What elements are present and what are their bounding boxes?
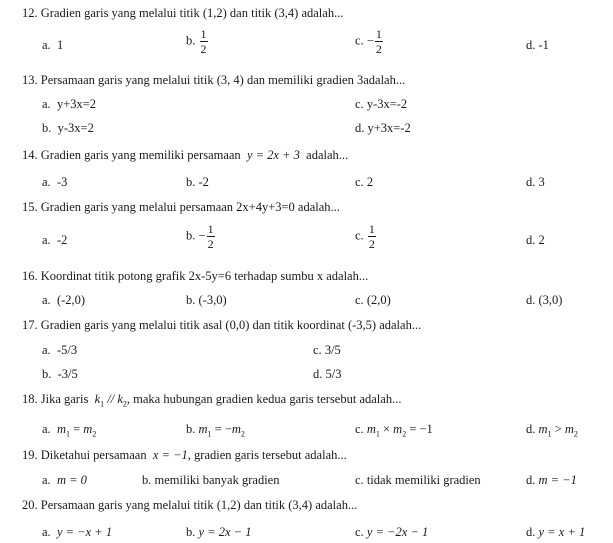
question-15: 15. Gradien garis yang melalui persamaan 2x+4y+3=0 adalah... [22,200,340,214]
option-16-b: b. (-3,0) [186,293,227,307]
option-15-c: c. $\frac{1}{2}$ [355,222,375,251]
option-13-b: b. y-3x=2 [42,121,94,135]
fraction: $\frac{1}{2}$ [368,222,375,251]
option-14-d: d. 3 [526,175,545,189]
fraction: $\frac{1}{2}$ [200,27,207,56]
option-20-d: d. y = x + 1 [526,525,586,539]
option-16-d: d. (3,0) [526,293,563,307]
option-12-c: c. − $\frac{1}{2}$ [355,27,382,56]
option-18-b: b. $m_1 = -m_2$ [186,422,245,439]
option-14-b: b. -2 [186,175,209,189]
option-18-d: d. $m_1 > m_2$ [526,422,578,439]
question-12: 12. Gradien garis yang melalui titik (1,2) dan titik (3,4) adalah... [22,6,344,20]
option-19-b: b. memiliki banyak gradien [142,473,280,487]
option-13-c: c. y-3x=-2 [355,97,408,111]
question-20: 20. Persamaan garis yang melalui titik (1,2) dan titik (3,4) adalah... [22,498,358,512]
option-12-b: b. $\frac{1}{2}$ [186,27,207,56]
option-19-c: c. tidak memiliki gradien [355,473,481,487]
option-16-c: c. (2,0) [355,293,391,307]
option-15-d: d. 2 [526,233,545,247]
option-12-a: a. 1 [42,38,64,52]
option-17-b: b. -3/5 [42,367,78,381]
option-15-b: b. − $\frac{1}{2}$ [186,222,214,251]
option-20-c: c. y = −2x − 1 [355,525,429,539]
question-19: 19. Diketahui persamaan x = −1, gradien garis tersebut adalah... [22,448,347,462]
option-16-a: a. (-2,0) [42,293,86,307]
option-17-a: a. -5/3 [42,343,78,357]
question-17: 17. Gradien garis yang melalui titik asal (0,0) dan titik koordinat (-3,5) adalah... [22,318,422,332]
option-18-c: c. $m_1 \times m_2 = -1$ [355,422,433,439]
question-18: 18. Jika garis $k_1 // k_2$, maka hubungan gradien kedua garis tersebut adalah... [22,392,402,409]
fraction: $\frac{1}{2}$ [375,27,382,56]
option-19-a: a. m = 0 [42,473,87,487]
option-17-c: c. 3/5 [313,343,341,357]
option-14-a: a. -3 [42,175,68,189]
option-12-d: d. -1 [526,38,549,52]
option-18-a: a. $m_1 = m_2$ [42,422,97,439]
option-17-d: d. 5/3 [313,367,342,381]
question-13: 13. Persamaan garis yang melalui titik (3, 4) dan memiliki gradien 3adalah... [22,73,406,87]
option-15-a: a. -2 [42,233,68,247]
question-14: 14. Gradien garis yang memiliki persamaan y = 2x + 3 adalah... [22,148,349,162]
question-16: 16. Koordinat titik potong grafik 2x-5y=6 terhadap sumbu x adalah... [22,269,369,283]
option-20-a: a. y = −x + 1 [42,525,113,539]
option-19-d: d. m = −1 [526,473,577,487]
option-13-a: a. y+3x=2 [42,97,97,111]
option-13-d: d. y+3x=-2 [355,121,411,135]
option-14-c: c. 2 [355,175,374,189]
fraction: $\frac{1}{2}$ [207,222,214,251]
option-20-b: b. y = 2x − 1 [186,525,252,539]
